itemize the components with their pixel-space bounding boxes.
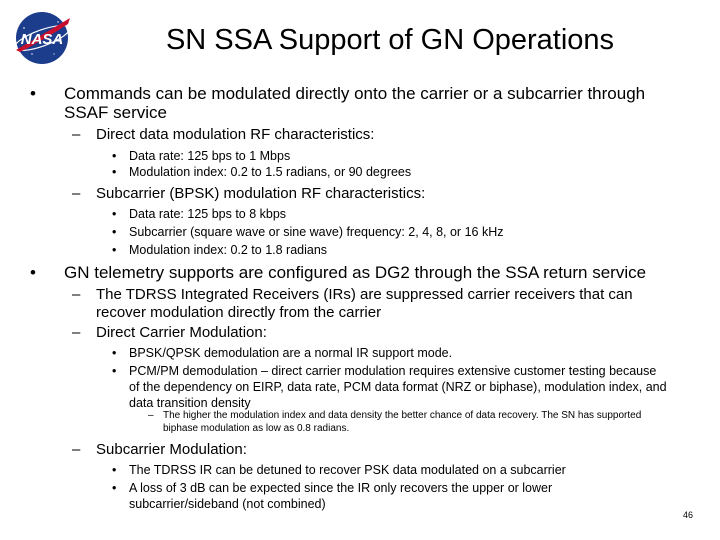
list-item-detail: The higher the modulation index and data density the better chance of data recovery. The SN has supported biphase modulation as low as 0.8 radians. xyxy=(163,410,642,434)
subbullet-direct-data: Direct data modulation RF characteristics: xyxy=(96,126,375,143)
dot-marker: • xyxy=(112,165,117,179)
dash-marker: – xyxy=(148,410,154,421)
bullet-marker: • xyxy=(30,263,36,282)
bullet-commands: Commands can be modulated directly onto the carrier or a subcarrier through SSAF service xyxy=(64,84,646,122)
page-number: 46 xyxy=(682,510,693,520)
list-item: Data rate: 125 bps to 8 kbps xyxy=(129,207,287,221)
dash-marker: – xyxy=(72,441,81,458)
svg-text:NASA: NASA xyxy=(20,31,64,48)
subbullet-subcarrier-bpsk: Subcarrier (BPSK) modulation RF characteristics: xyxy=(96,185,426,202)
dot-marker: • xyxy=(112,481,117,495)
list-item: The TDRSS IR can be detuned to recover PSK data modulated on a subcarrier xyxy=(129,463,566,477)
bullet-marker: • xyxy=(30,84,36,103)
dash-marker: – xyxy=(72,286,81,303)
dot-marker: • xyxy=(112,243,117,257)
dot-marker: • xyxy=(112,346,117,360)
dash-marker: – xyxy=(72,126,81,143)
list-item: A loss of 3 dB can be expected since the IR only recovers the upper or lower subcarrier/sideband (not combined) xyxy=(129,481,553,511)
list-item: Modulation index: 0.2 to 1.8 radians xyxy=(129,243,328,257)
list-item: Data rate: 125 bps to 1 Mbps xyxy=(129,149,291,163)
dot-marker: • xyxy=(112,463,117,477)
list-item: Modulation index: 0.2 to 1.5 radians, or 90 degrees xyxy=(129,165,412,179)
list-item: Subcarrier (square wave or sine wave) frequency: 2, 4, 8, or 16 kHz xyxy=(129,225,504,239)
subbullet-direct-carrier: Direct Carrier Modulation: xyxy=(96,324,267,341)
list-item: PCM/PM demodulation – direct carrier modulation requires extensive customer testing because of the dependency on EIRP, data rate, PCM data format (NRZ or biphase), modulation index, and data transition density xyxy=(129,364,667,410)
list-item: BPSK/QPSK demodulation are a normal IR support mode. xyxy=(129,346,453,360)
dot-marker: • xyxy=(112,207,117,221)
dash-marker: – xyxy=(72,324,81,341)
slide-title: SN SSA Support of GN Operations xyxy=(165,24,615,56)
subbullet-tdrss-irs: The TDRSS Integrated Receivers (IRs) are suppressed carrier receivers that can recover modulation directly from the carrier xyxy=(96,286,633,321)
bullet-gn-telemetry: GN telemetry supports are configured as DG2 through the SSA return service xyxy=(64,263,647,282)
subbullet-subcarrier-modulation: Subcarrier Modulation: xyxy=(96,441,247,458)
dash-marker: – xyxy=(72,185,81,202)
nasa-logo xyxy=(10,10,74,66)
dot-marker: • xyxy=(112,149,117,163)
dot-marker: • xyxy=(112,364,117,378)
dot-marker: • xyxy=(112,225,117,239)
